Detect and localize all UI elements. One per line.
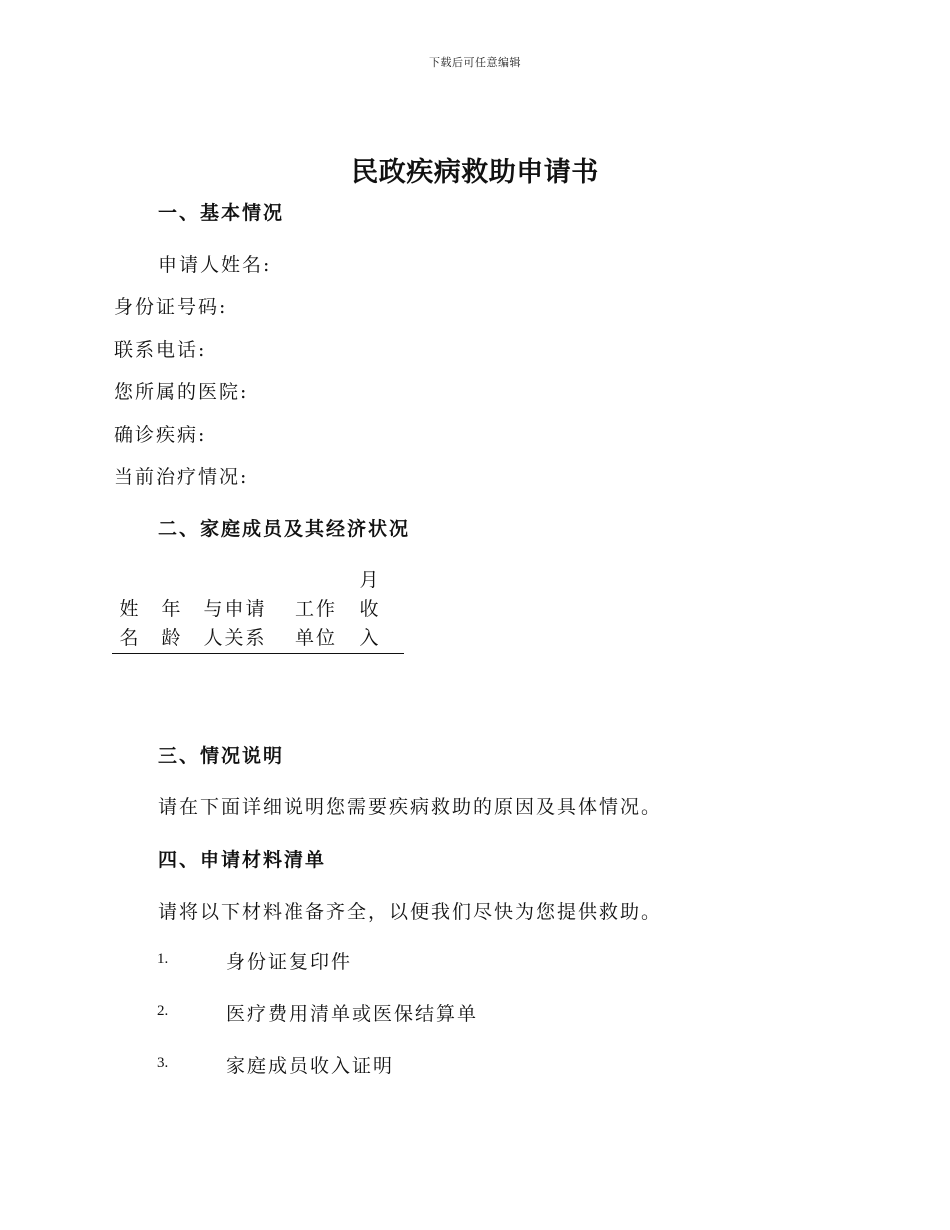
document-title: 民政疾病救助申请书 xyxy=(351,157,599,188)
table-header-age: 年 龄 xyxy=(161,598,183,649)
field-label-diagnosed-disease: 确诊疾病: xyxy=(114,424,207,446)
materials-intro-text: 请将以下材料准备齐全，以便我们尽快为您提供救助。 xyxy=(158,901,663,923)
section-heading-basic-info: 一、基本情况 xyxy=(158,202,285,224)
list-item-number: 3. xyxy=(157,1055,169,1071)
list-item-number: 2. xyxy=(157,1003,169,1019)
field-label-treatment-status: 当前治疗情况: xyxy=(114,466,249,488)
section-heading-explanation: 三、情况说明 xyxy=(158,745,285,767)
list-item-text: 医疗费用清单或医保结算单 xyxy=(226,1003,479,1025)
field-label-phone: 联系电话: xyxy=(114,339,207,361)
header-note: 下载后可任意编辑 xyxy=(429,56,521,69)
field-label-applicant-name: 申请人姓名: xyxy=(158,254,272,276)
list-item-number: 1. xyxy=(157,951,169,967)
field-label-id-number: 身份证号码: xyxy=(114,296,228,318)
list-item-text: 身份证复印件 xyxy=(226,951,353,973)
section-heading-family: 二、家庭成员及其经济状况 xyxy=(158,518,411,540)
table-header-monthly-income: 月 收 入 xyxy=(359,569,381,649)
table-header-employer: 工作 单位 xyxy=(294,598,337,649)
field-label-hospital: 您所属的医院: xyxy=(114,381,249,403)
list-item-text: 家庭成员收入证明 xyxy=(226,1055,395,1077)
section-heading-materials: 四、申请材料清单 xyxy=(158,849,327,871)
family-members-table xyxy=(112,565,404,654)
table-header-relation: 与申请 人关系 xyxy=(203,598,267,649)
table-header-name: 姓 名 xyxy=(119,598,141,649)
explanation-text: 请在下面详细说明您需要疾病救助的原因及具体情况。 xyxy=(158,796,663,818)
